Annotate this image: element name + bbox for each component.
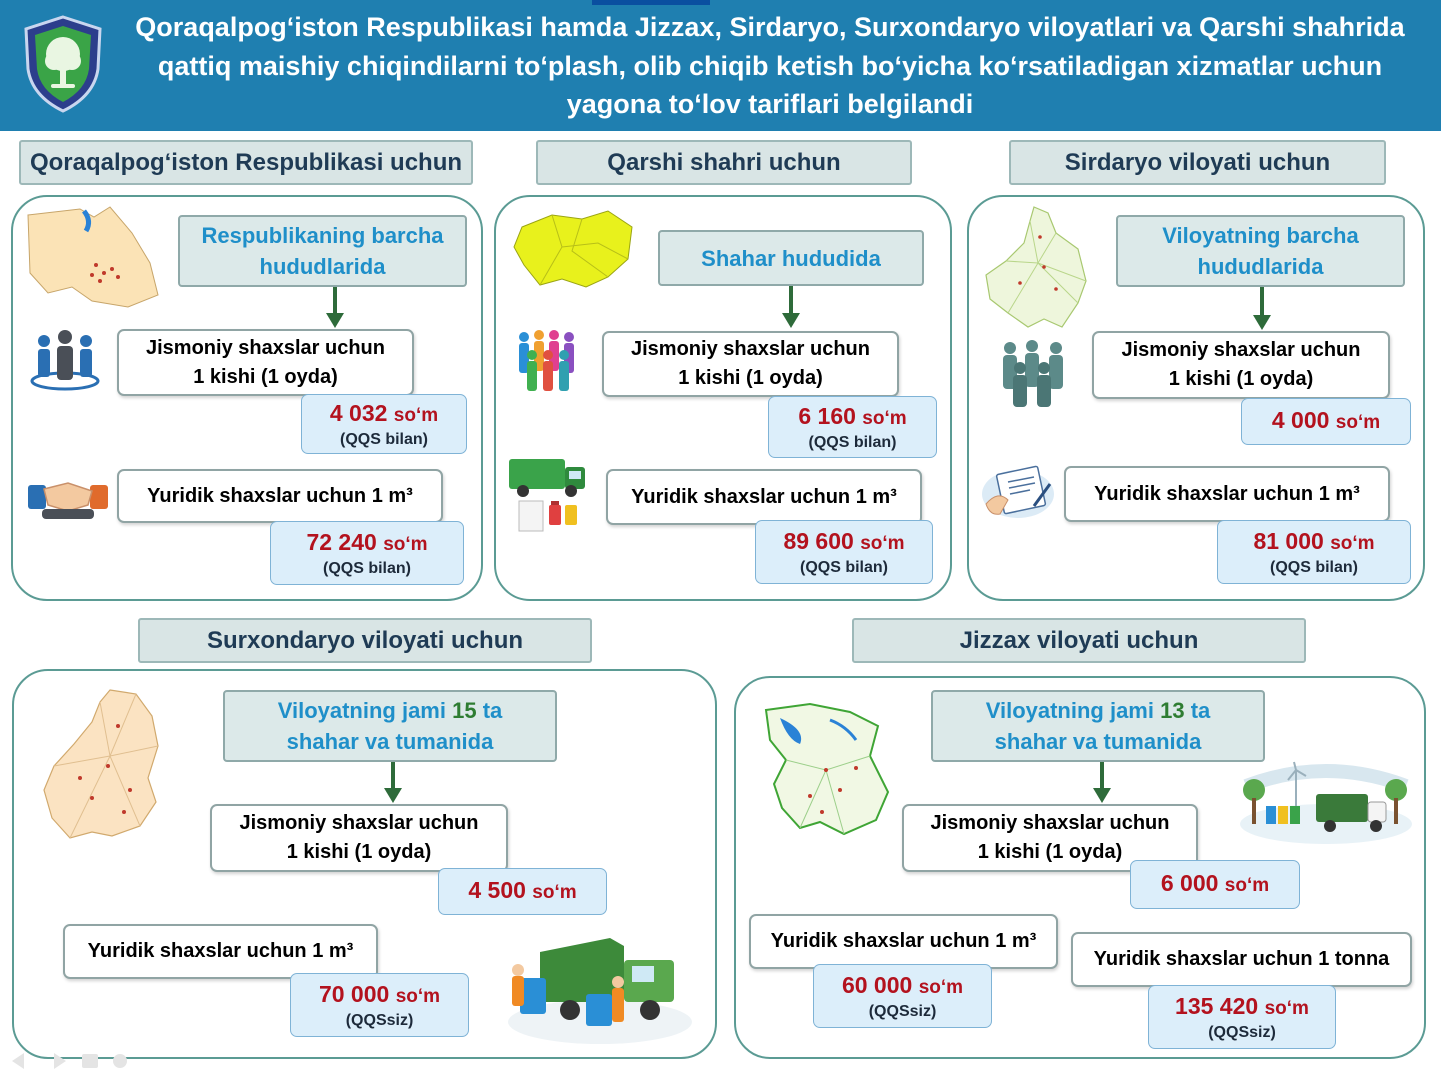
price-note: (QQSsiz)	[1208, 1023, 1276, 1041]
label-individual-sirdaryo	[1092, 331, 1390, 399]
scope-number: 15	[452, 698, 477, 723]
price-individual-karakalpakstan	[301, 394, 467, 454]
people-group-icon	[30, 327, 100, 391]
price-amount: 4 000	[1271, 407, 1330, 433]
down-arrow-icon	[325, 287, 345, 329]
region-map-icon	[22, 203, 160, 311]
scope-text: Viloyatning jami	[277, 698, 446, 723]
price-amount: 6 000	[1160, 870, 1219, 896]
price-legal-surxondaryo	[290, 973, 469, 1037]
price-amount: 81 000	[1253, 527, 1324, 554]
price-amount: 6 160	[798, 402, 856, 429]
price-individual-jizzax	[1130, 860, 1300, 909]
price-amount: 60 000	[841, 971, 913, 998]
slide-options-icon[interactable]	[113, 1054, 127, 1068]
region-map-icon	[512, 207, 640, 291]
label-individual-karakalpakstan	[117, 329, 414, 396]
page-title: Qoraqalpog‘iston Respublikasi hamda Jizzax, Sirdaryo, Surxondaryo viloyatlari va Qarshi shahrida qattiq maishiy chiqindilarni to‘plash, olib chiqib ketish bo‘yicha ko‘rsatiladigan xizmatlar uchun yagona to‘lov tariflari belgilandi	[135, 12, 1405, 119]
price-note: (QQSsiz)	[868, 1002, 937, 1020]
handshake-icon	[28, 465, 108, 523]
next-slide-icon[interactable]	[54, 1053, 66, 1069]
label-legal-sirdaryo: Yuridik shaxslar uchun 1 m³	[1064, 466, 1390, 522]
label-line-1: Jismoniy shaxslar uchun	[146, 336, 385, 359]
price-individual-surxondaryo	[438, 868, 607, 915]
price-amount: 4 500	[468, 877, 526, 903]
region-map-icon	[760, 700, 894, 836]
scope-jizzax	[931, 690, 1265, 762]
price-unit: so‘m	[383, 533, 428, 555]
price-note: (QQSsiz)	[345, 1011, 414, 1029]
scope-karshi: Shahar hududida	[658, 230, 924, 286]
price-legal-sirdaryo	[1217, 520, 1411, 584]
header-banner	[0, 0, 1441, 131]
price-legal-tonna-jizzax	[1148, 985, 1336, 1049]
label-line-1: Jismoniy shaxslar uchun	[631, 338, 870, 360]
price-unit: so‘m	[1330, 532, 1375, 554]
slide-menu-icon[interactable]	[82, 1054, 98, 1068]
price-unit: so‘m	[1224, 875, 1270, 896]
price-unit: so‘m	[862, 407, 907, 429]
price-note: (QQS bilan)	[323, 559, 411, 577]
price-amount: 72 240	[306, 528, 377, 555]
scope-number: 13	[1160, 698, 1185, 723]
label-line-2: 1 kishi (1 oyda)	[678, 367, 823, 389]
price-amount: 4 032	[329, 399, 388, 426]
label-line-2: 1 kishi (1 oyda)	[977, 841, 1123, 863]
label-legal-karshi: Yuridik shaxslar uchun 1 m³	[606, 469, 922, 525]
region-map-icon	[982, 203, 1092, 331]
label-legal-surxondaryo: Yuridik shaxslar uchun 1 m³	[63, 924, 378, 979]
price-unit: so‘m	[395, 985, 441, 1007]
scope-karakalpakstan: Respublikaning barcha hududlarida	[178, 215, 467, 287]
scope-text: shahar va tumanida	[286, 729, 494, 754]
label-line-1: Jismoniy shaxslar uchun	[239, 812, 479, 834]
price-unit: so‘m	[1335, 412, 1381, 433]
tree-shield-icon	[22, 14, 104, 114]
price-individual-karshi	[768, 396, 937, 458]
price-unit: so‘m	[918, 976, 964, 998]
header-accent-bar	[592, 0, 710, 5]
scope-sirdaryo: Viloyatning barcha hududlarida	[1116, 215, 1405, 287]
price-legal-karakalpakstan	[270, 521, 464, 585]
label-line-2: 1 kishi (1 oyda)	[286, 841, 432, 863]
price-note: (QQS bilan)	[800, 558, 888, 576]
region-title-karakalpakstan: Qoraqalpog‘iston Respublikasi uchun	[19, 140, 473, 185]
region-title-sirdaryo: Sirdaryo viloyati uchun	[1009, 140, 1386, 185]
scope-surxondaryo	[223, 690, 557, 762]
scope-text: ta	[1190, 698, 1211, 723]
price-individual-sirdaryo	[1241, 398, 1411, 445]
recycling-workers-icon	[500, 930, 696, 1046]
label-legal-karakalpakstan: Yuridik shaxslar uchun 1 m³	[117, 469, 443, 523]
down-arrow-icon	[383, 762, 403, 804]
price-unit: so‘m	[860, 532, 905, 554]
down-arrow-icon	[1092, 762, 1112, 804]
label-line-2: 1 kishi (1 oyda)	[1168, 368, 1314, 390]
down-arrow-icon	[781, 286, 801, 329]
price-unit: so‘m	[393, 404, 439, 426]
scope-text: Viloyatning jami	[985, 698, 1154, 723]
price-unit: so‘m	[1264, 997, 1309, 1019]
label-line-1: Jismoniy shaxslar uchun	[930, 812, 1170, 834]
people-group-icon	[514, 327, 584, 397]
people-group-icon	[998, 338, 1070, 410]
label-line-2: 1 kishi (1 oyda)	[193, 365, 338, 388]
eco-city-icon	[1236, 760, 1416, 844]
scope-text: shahar va tumanida	[994, 729, 1202, 754]
label-line-1: Jismoniy shaxslar uchun	[1121, 339, 1361, 361]
price-note: (QQS bilan)	[340, 430, 428, 448]
label-legal-tonna-jizzax: Yuridik shaxslar uchun 1 tonna	[1071, 932, 1412, 987]
document-sign-icon	[978, 460, 1058, 522]
price-amount: 135 420	[1175, 992, 1259, 1019]
garbage-truck-icon	[505, 453, 593, 535]
slide-navigation[interactable]	[8, 1050, 138, 1072]
previous-slide-icon[interactable]	[12, 1053, 24, 1069]
price-note: (QQS bilan)	[1270, 558, 1358, 576]
price-amount: 70 000	[318, 980, 390, 1007]
price-note: (QQS bilan)	[808, 433, 897, 451]
region-title-karshi: Qarshi shahri uchun	[536, 140, 912, 185]
price-amount: 89 600	[783, 527, 854, 554]
label-legal-m3-jizzax: Yuridik shaxslar uchun 1 m³	[749, 914, 1058, 969]
price-legal-m3-jizzax	[813, 964, 992, 1028]
region-title-surxondaryo: Surxondaryo viloyati uchun	[138, 618, 592, 663]
scope-text: ta	[482, 698, 503, 723]
label-individual-surxondaryo	[210, 804, 508, 872]
price-unit: so‘m	[532, 882, 577, 903]
price-legal-karshi	[755, 520, 933, 584]
region-title-jizzax: Jizzax viloyati uchun	[852, 618, 1306, 663]
region-map-icon	[40, 686, 166, 840]
down-arrow-icon	[1252, 287, 1272, 331]
label-individual-karshi	[602, 331, 899, 397]
